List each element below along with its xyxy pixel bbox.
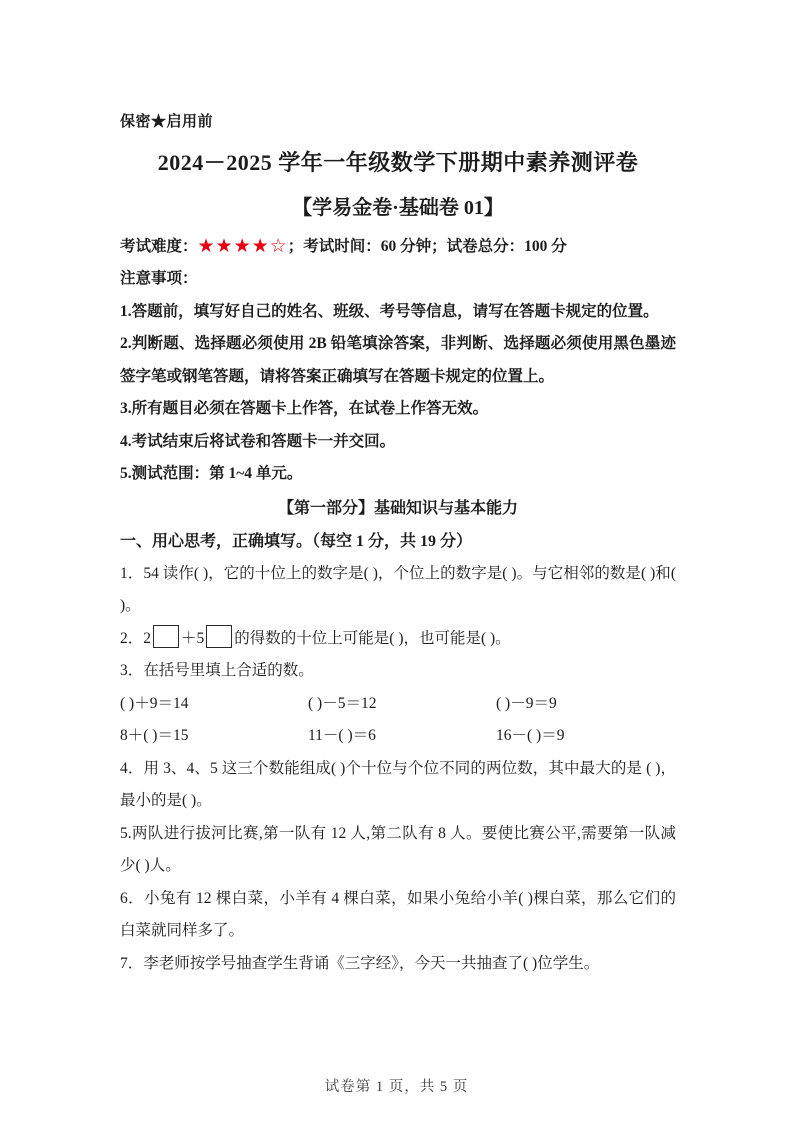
note-item-2: 2.判断题、选择题必须使用 2B 铅笔填涂答案，非判断、选择题必须使用黑色墨迹签字笔或钢笔答题，请将答案正确填写在答题卡规定的位置上。 bbox=[120, 335, 676, 385]
equation: ( )－5＝12 bbox=[308, 694, 377, 712]
question-2-middle: ＋5 bbox=[181, 629, 205, 647]
page-footer: 试卷第 1 页，共 5 页 bbox=[324, 1079, 469, 1095]
question-2-suffix: 的得数的十位上可能是( )，也可能是( )。 bbox=[234, 629, 511, 647]
equation: ( )＋9＝14 bbox=[120, 694, 189, 712]
note-item-1: 1.答题前，填写好自己的姓名、班级、考号等信息，请写在答题卡规定的位置。 bbox=[120, 302, 659, 320]
security-label: 保密★启用前 bbox=[120, 114, 214, 130]
note-item-3: 3.所有题目必须在答题卡上作答，在试卷上作答无效。 bbox=[120, 400, 489, 417]
question-5: 5.两队进行拔河比赛,第一队有 12 人,第二队有 8 人。要使比赛公平,需要第一队减少( )人。 bbox=[120, 824, 676, 874]
question-4: 4．用 3、4、5 这三个数能组成( )个十位与个位不同的两位数，其中最大的是 ( )，最小的是( )。 bbox=[120, 759, 676, 809]
answer-box bbox=[153, 625, 179, 648]
equation: ( )－9＝9 bbox=[496, 694, 557, 712]
exam-meta-rest: ；考试时间：60 分钟；试卷总分：100 分 bbox=[287, 238, 567, 255]
question-3-intro: 3．在括号里填上合适的数。 bbox=[120, 662, 314, 679]
equation-row-1 bbox=[120, 688, 676, 721]
exam-subtitle: 【学易金卷·基础卷 01】 bbox=[292, 197, 504, 219]
note-item-4: 4.考试结束后将试卷和答题卡一并交回。 bbox=[120, 432, 396, 450]
difficulty-label: 考试难度： bbox=[120, 238, 198, 255]
exam-title: 2024－2025 学年一年级数学下册期中素养测评卷 bbox=[157, 150, 639, 175]
equation: 16－( )＝9 bbox=[496, 727, 565, 744]
exam-meta-line bbox=[120, 230, 676, 263]
equation: 11－( )＝6 bbox=[308, 727, 376, 744]
section1-heading: 【第一部分】基础知识与基本能力 bbox=[277, 499, 518, 517]
note-item-5: 5.测试范围：第 1~4 单元。 bbox=[120, 465, 303, 482]
part1-heading: 一、用心思考，正确填写。（每空 1 分，共 19 分） bbox=[120, 532, 473, 550]
notes-heading: 注意事项： bbox=[120, 270, 198, 287]
question-1: 1．54 读作( )，它的十位上的数字是( )，个位上的数字是( )。与它相邻的数是( )和( )。 bbox=[120, 564, 676, 614]
question-2-prefix: 2．2 bbox=[120, 629, 152, 647]
question-7: 7．李老师按学号抽查学生背诵《三字经》，今天一共抽查了( )位学生。 bbox=[120, 954, 600, 972]
question-6: 6．小兔有 12 棵白菜，小羊有 4 棵白菜，如果小兔给小羊( )棵白菜，那么它们的白菜就同样多了。 bbox=[120, 889, 676, 939]
question-2 bbox=[120, 623, 676, 656]
equation-row-2 bbox=[120, 720, 676, 753]
difficulty-stars-icon: ★★★★☆ bbox=[197, 235, 288, 257]
equation: 8＋( )＝15 bbox=[120, 727, 189, 744]
answer-box bbox=[206, 625, 232, 648]
